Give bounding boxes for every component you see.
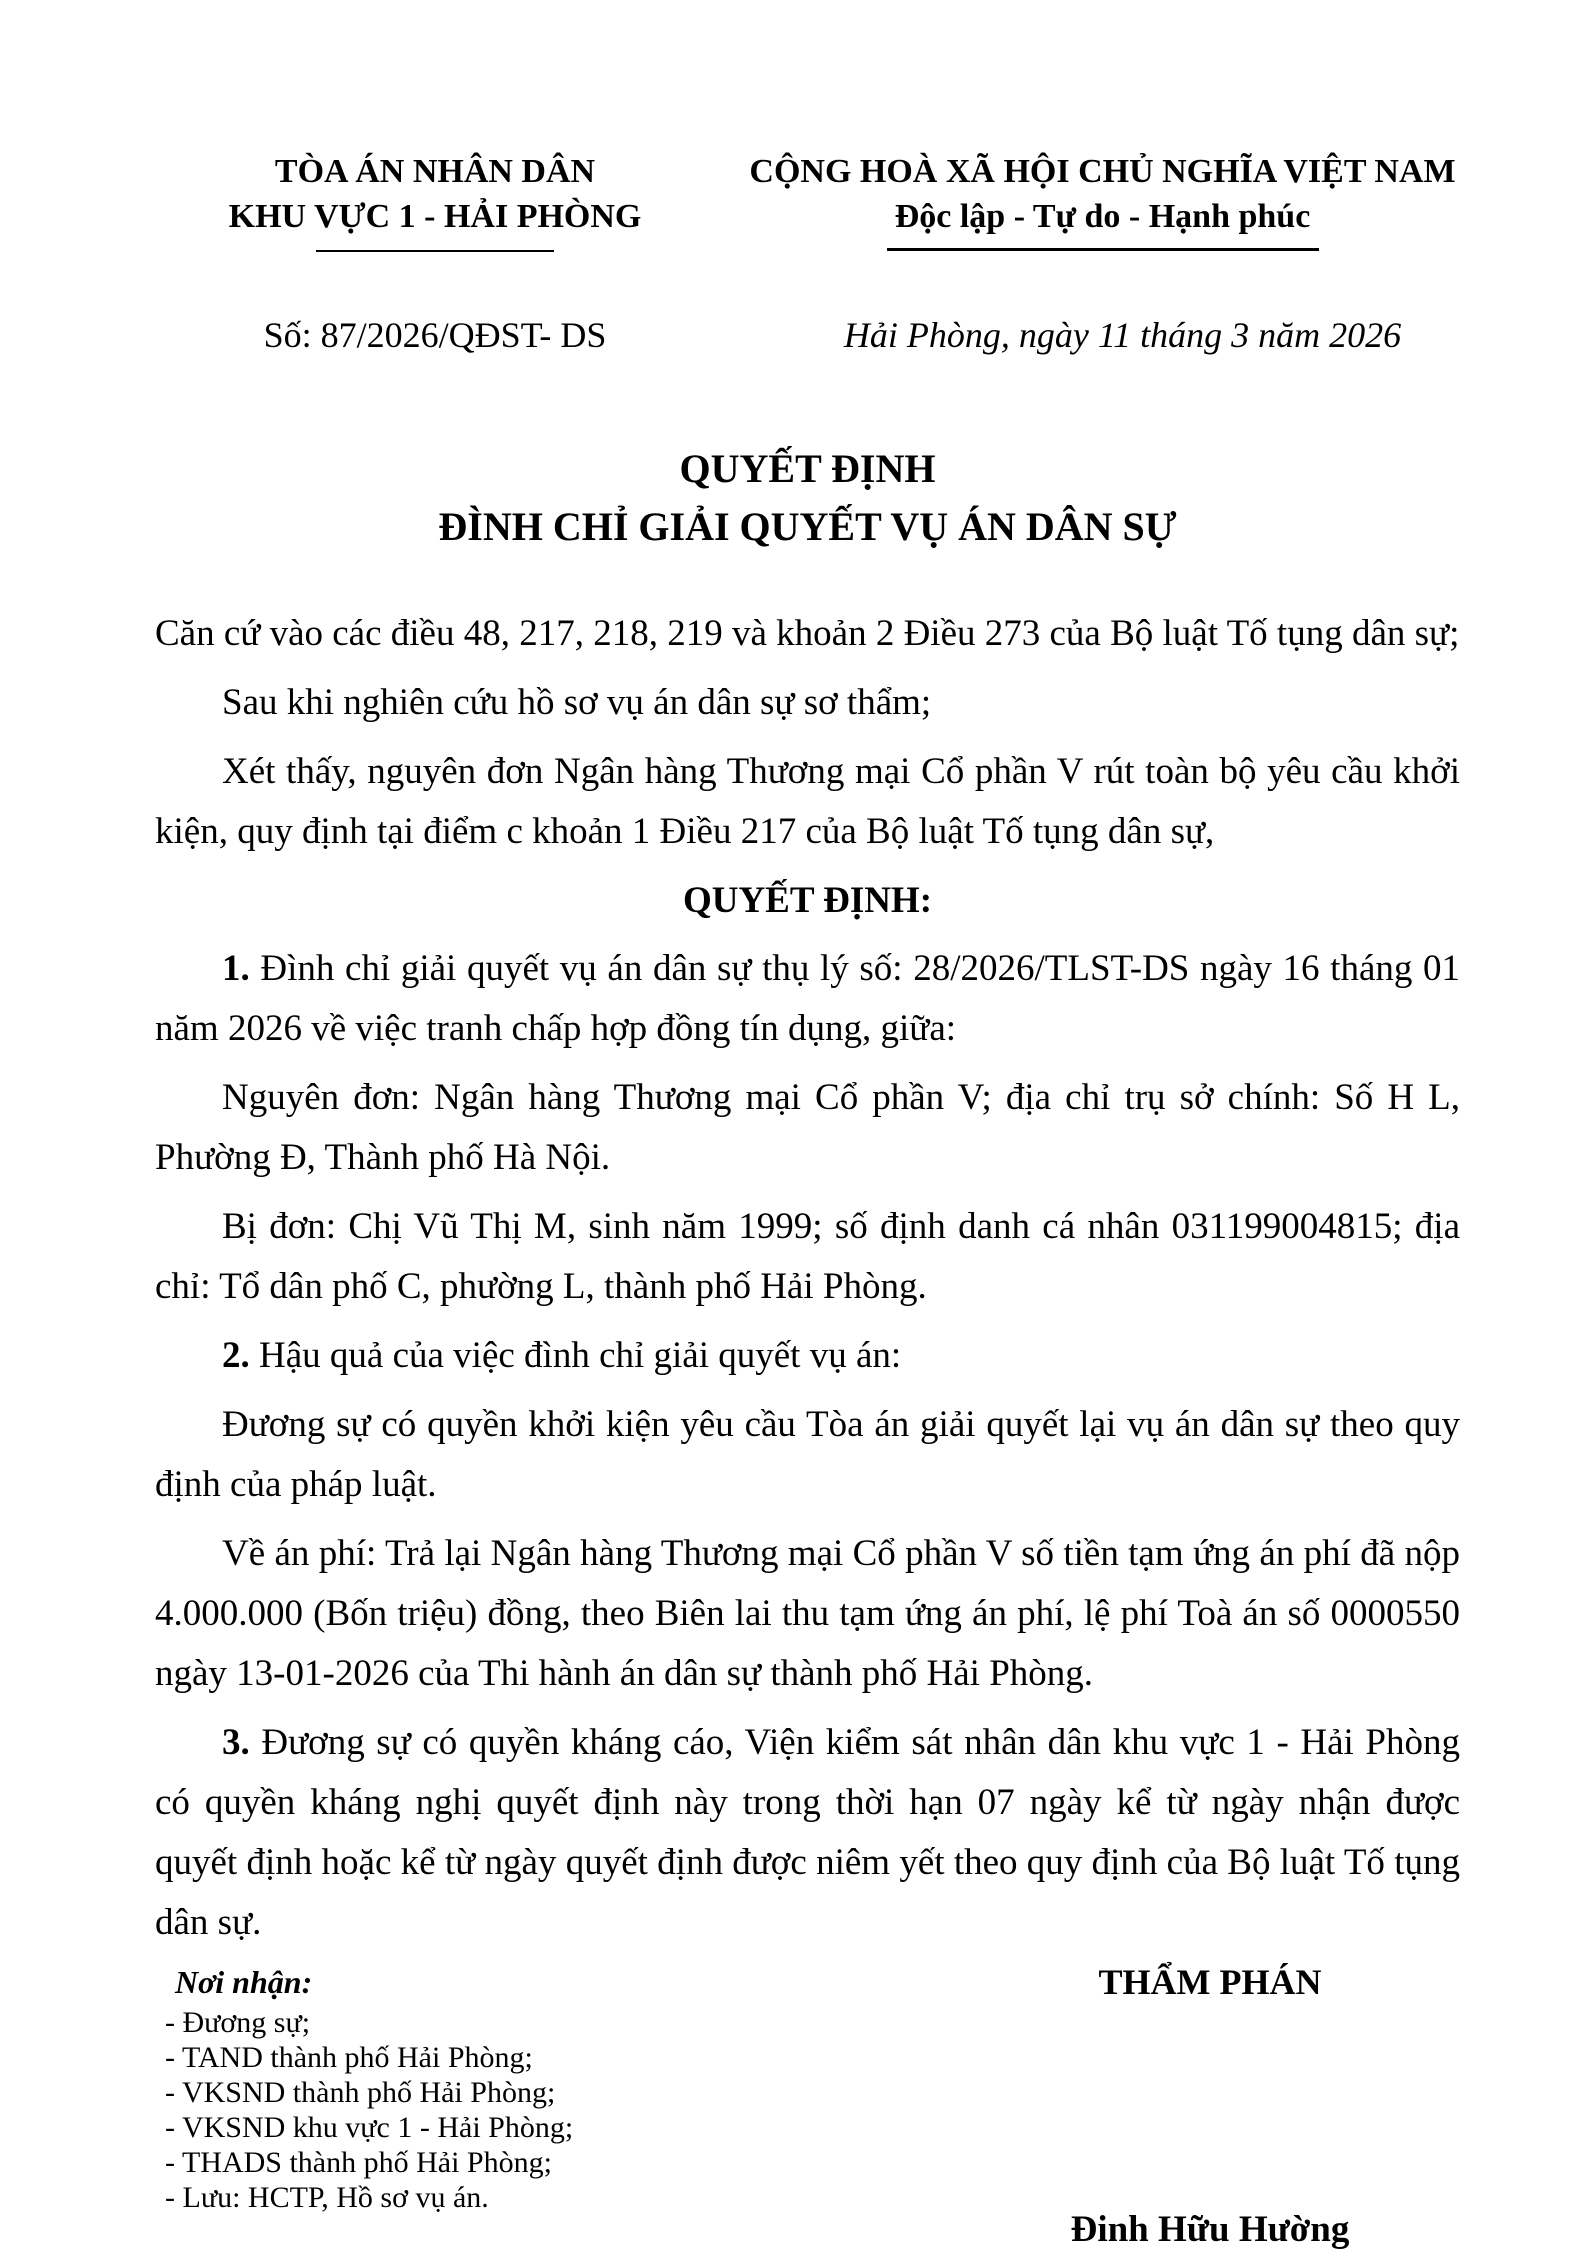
preamble-review: Sau khi nghiên cứu hồ sơ vụ án dân sự sơ thẩm; xyxy=(222,681,932,723)
article-1-text: Đình chỉ giải quyết vụ án dân sự thụ lý số: 28/2026/TLST-DS ngày 16 tháng 01 năm 2026 về việc tranh chấp hợp đồng tín dụng, giữa: xyxy=(155,948,1461,1050)
article-2-fee: Về án phí: Trả lại Ngân hàng Thương mại Cổ phần V số tiền tạm ứng án phí đã nộp 4.000.000 (Bốn triệu) đồng, theo Biên lai thu tạm ứng án phí, lệ phí Toà án số 0000550 ngày 13-01-2026 của Thi hành án dân sự thành phố Hải Phòng. xyxy=(155,1532,1460,1694)
document-footer xyxy=(155,1961,1460,2251)
recipient-item: - TAND thành phố Hải Phòng; xyxy=(165,2040,533,2074)
article-1 xyxy=(155,939,1460,1059)
article-1-number: 1. xyxy=(222,948,250,990)
article-2-number: 2. xyxy=(222,1335,250,1377)
preamble-basis: Căn cứ vào các điều 48, 217, 218, 219 và khoản 2 Điều 273 của Bộ luật Tố tụng dân sự; xyxy=(155,612,1460,654)
article-3-number: 3. xyxy=(222,1721,250,1763)
plaintiff-paragraph: Nguyên đơn: Ngân hàng Thương mại Cổ phần V; địa chỉ trụ sở chính: Số H L, Phường Đ, Thành phố Hà Nội. xyxy=(155,1077,1460,1179)
title-line2: ĐÌNH CHỈ GIẢI QUYẾT VỤ ÁN DÂN SỰ xyxy=(438,503,1177,549)
article-2 xyxy=(155,1326,1460,1386)
national-motto: Độc lập - Tự do - Hạnh phúc xyxy=(894,197,1311,235)
judge-name: Đinh Hữu Hường xyxy=(1070,2209,1350,2251)
judge-signature-block xyxy=(960,1961,1460,2251)
national-motto-block xyxy=(715,150,1460,252)
meta-row xyxy=(155,314,1460,356)
national-title: CỘNG HOÀ XÃ HỘI CHỦ NGHĨA VIỆT NAM xyxy=(749,153,1456,190)
court-name-line1: TÒA ÁN NHÂN DÂN xyxy=(274,153,596,190)
judge-title: THẨM PHÁN xyxy=(1098,1962,1322,2003)
document-title xyxy=(155,444,1460,552)
article-2-consequence: Đương sự có quyền khởi kiện yêu cầu Tòa án giải quyết lại vụ án dân sự theo quy định của pháp luật. xyxy=(155,1404,1460,1505)
recipients-label: Nơi nhận: xyxy=(175,1964,313,2001)
document-header xyxy=(155,150,1460,252)
title-line1: QUYẾT ĐỊNH xyxy=(679,445,936,491)
recipient-item: - Lưu: HCTP, Hồ sơ vụ án. xyxy=(165,2181,489,2215)
national-motto-underline xyxy=(887,248,1319,251)
recipients-block xyxy=(155,1961,960,2251)
article-3 xyxy=(155,1713,1460,1953)
article-3-text: Đương sự có quyền kháng cáo, Viện kiểm sát nhân dân khu vực 1 - Hải Phòng có quyền kháng nghị quyết định này trong thời hạn 07 ngày kể từ ngày nhận được quyết định hoặc kể từ ngày quyết định được niêm yết theo quy định của Bộ luật Tố tụng dân sự. xyxy=(155,1721,1460,1943)
court-name-block xyxy=(155,150,715,252)
place-date-line: Hải Phòng, ngày 11 tháng 3 năm 2026 xyxy=(843,314,1402,355)
court-name-line2: KHU VỰC 1 - HẢI PHÒNG xyxy=(228,197,642,235)
decision-heading: QUYẾT ĐỊNH: xyxy=(682,879,933,921)
defendant-paragraph: Bị đơn: Chị Vũ Thị M, sinh năm 1999; số định danh cá nhân 031199004815; địa chỉ: Tổ dân phố C, phường L, thành phố Hải Phòng. xyxy=(155,1206,1460,1308)
recipient-item: - VKSND thành phố Hải Phòng; xyxy=(165,2075,556,2109)
recipient-item: - VKSND khu vực 1 - Hải Phòng; xyxy=(165,2110,574,2144)
document-number: Số: 87/2026/QĐST- DS xyxy=(263,314,607,355)
recipient-item: - THADS thành phố Hải Phòng; xyxy=(165,2146,552,2179)
preamble-finding: Xét thấy, nguyên đơn Ngân hàng Thương mại Cổ phần V rút toàn bộ yêu cầu khởi kiện, quy định tại điểm c khoản 1 Điều 217 của Bộ luật Tố tụng dân sự, xyxy=(155,750,1460,852)
article-2-text: Hậu quả của việc đình chỉ giải quyết vụ án: xyxy=(259,1335,902,1377)
recipient-item: - Đương sự; xyxy=(165,2005,311,2039)
court-name-underline xyxy=(316,250,554,252)
document-body xyxy=(155,604,1460,1953)
